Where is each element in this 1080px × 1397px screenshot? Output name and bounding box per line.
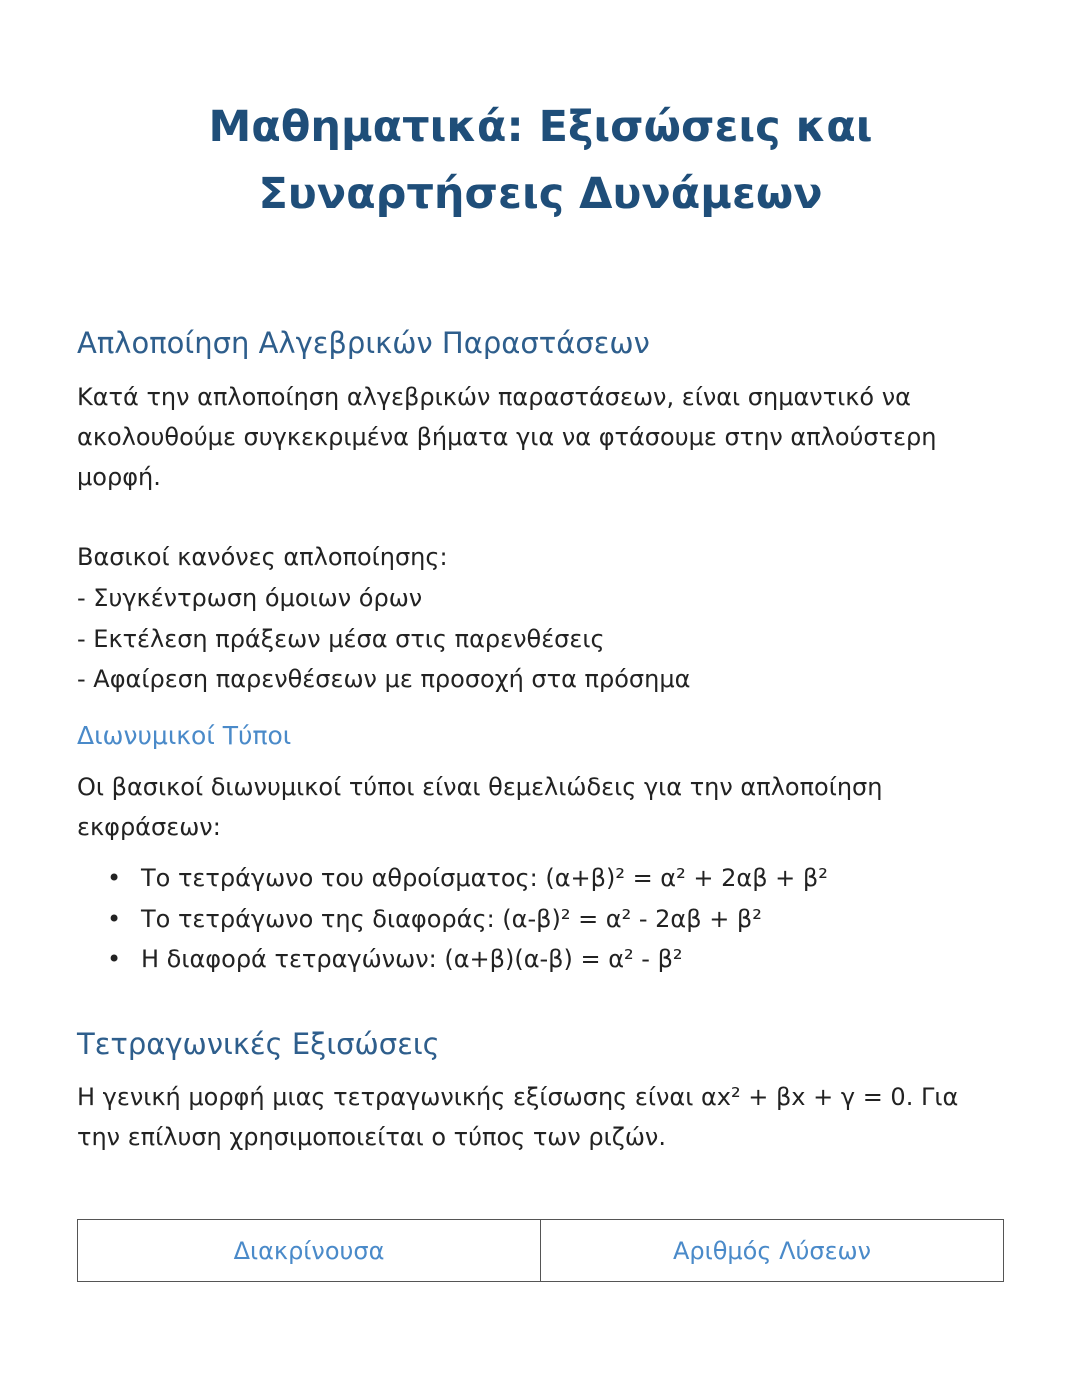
binomial-formula-list: [107, 858, 987, 980]
rules-list: [77, 578, 977, 700]
table-header-discriminant: Διακρίνουσα: [233, 1236, 385, 1265]
simplification-intro: Κατά την απλοποίηση αλγεβρικών παραστάσεων, είναι σημαντικό να ακολουθούμε συγκεκριμένα βήματα για να φτάσουμε στην απλούστερη μορφή.: [77, 383, 937, 491]
section-heading-binomial: Διωνυμικοί Τύποι: [77, 721, 292, 750]
formula-item: [107, 858, 987, 899]
binomial-intro: Οι βασικοί διωνυμικοί τύποι είναι θεμελιώδεις για την απλοποίηση εκφράσεων:: [77, 773, 883, 841]
section-heading-quadratic: Τετραγωνικές Εξισώσεις: [77, 1027, 440, 1061]
bullet-icon: •: [107, 904, 122, 933]
page-title: Μαθηματικά: Εξισώσεις και Συναρτήσεις Δυνάμεων: [208, 102, 873, 219]
formula-item: [107, 939, 987, 980]
rule-item: - Εκτέλεση πράξεων μέσα στις παρενθέσεις: [77, 624, 605, 653]
quadratic-intro: Η γενική μορφή μιας τετραγωνικής εξίσωσης είναι αx² + βx + γ = 0. Για την επίλυση χρησιμοποιείται ο τύπος των ριζών.: [77, 1083, 959, 1151]
formula-text: Το τετράγωνο της διαφοράς: (α-β)² = α² - 2αβ + β²: [141, 904, 762, 933]
rules-heading: Βασικοί κανόνες απλοποίησης:: [77, 543, 448, 571]
discriminant-table: [77, 1219, 1004, 1282]
bullet-icon: •: [107, 864, 122, 892]
formula-text: Η διαφορά τετραγώνων: (α+β)(α-β) = α² - β²: [141, 945, 683, 973]
rule-item: - Συγκέντρωση όμοιων όρων: [77, 584, 423, 612]
table-header-solutions: Αριθμός Λύσεων: [540, 1220, 1003, 1281]
formula-item: [107, 899, 987, 940]
section-heading-simplification: Απλοποίηση Αλγεβρικών Παραστάσεων: [77, 326, 650, 360]
rule-item: - Αφαίρεση παρενθέσεων με προσοχή στα πρόσημα: [77, 665, 691, 693]
formula-text: Το τετράγωνο του αθροίσματος: (α+β)² = α² + 2αβ + β²: [141, 864, 828, 892]
bullet-icon: •: [107, 945, 122, 973]
